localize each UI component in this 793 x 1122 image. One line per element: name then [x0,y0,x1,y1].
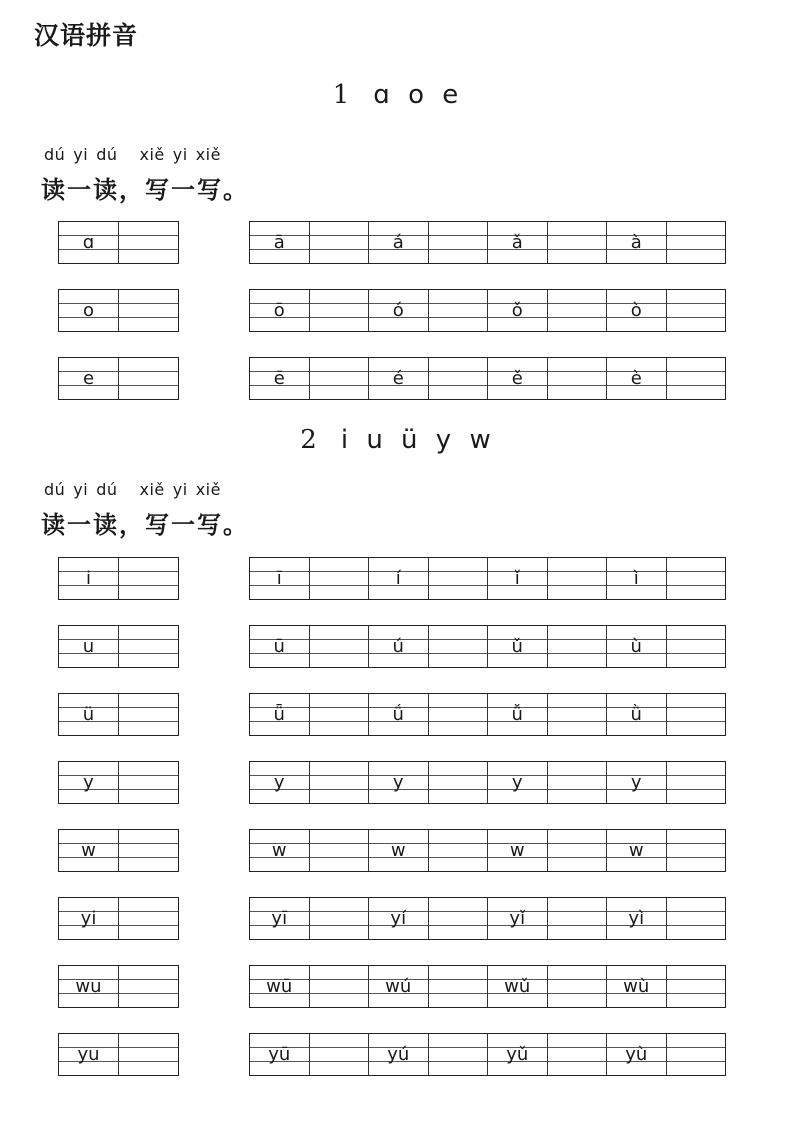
tone-grid [249,557,726,600]
model-cell [488,762,548,803]
base-letter: i [85,568,91,589]
writing-cell[interactable] [548,626,608,667]
model-cell [488,966,548,1007]
practice-row [0,829,793,874]
writing-cell[interactable] [119,966,178,1007]
guide-syllable: yi [73,480,89,499]
tone-letter: yì [628,908,645,929]
model-cell [250,358,310,399]
model-cell [369,830,429,871]
model-cell [369,1034,429,1075]
tone-letter: yú [387,1044,410,1065]
model-cell [607,558,667,599]
writing-cell[interactable] [667,1034,726,1075]
tone-letter: à [630,232,642,253]
section-letters: ɑ o e [373,80,461,110]
tone-letter: w [509,840,525,861]
model-cell [488,898,548,939]
tone-letter: yí [390,908,407,929]
model-cell [607,1034,667,1075]
tone-grid [249,357,726,400]
base-letter: u [82,636,95,657]
model-cell [607,626,667,667]
model-cell [369,898,429,939]
base-letter: ɑ [82,232,95,253]
base-letter-grid [58,221,179,264]
section-1-pinyin-guide [44,145,229,164]
model-cell [59,358,119,399]
writing-cell[interactable] [548,830,608,871]
tone-letter: ù [630,636,642,657]
writing-cell[interactable] [119,358,178,399]
writing-cell[interactable] [429,694,489,735]
writing-cell[interactable] [667,222,726,263]
writing-cell[interactable] [548,966,608,1007]
tone-letter: wú [385,976,412,997]
tone-grid [249,1033,726,1076]
tone-letter: ì [633,568,639,589]
base-letter: w [81,840,96,861]
tone-letter: è [630,368,642,389]
writing-cell[interactable] [119,762,178,803]
base-letter-grid [58,289,179,332]
section-1-instruction: 读一读，写一写。 [41,176,249,204]
model-cell [369,966,429,1007]
writing-cell[interactable] [310,830,370,871]
tone-letter: ǘ [392,704,404,725]
tone-letter: ǚ [511,704,523,725]
model-cell [250,222,310,263]
writing-cell[interactable] [310,222,370,263]
tone-letter: ā [273,232,285,253]
model-cell [59,558,119,599]
practice-row [0,761,793,806]
guide-syllable: xiě [139,145,165,164]
writing-cell[interactable] [548,290,608,331]
tone-letter: ǔ [511,636,523,657]
tone-letter: yū [268,1044,291,1065]
writing-cell[interactable] [310,966,370,1007]
tone-letter: ú [392,636,404,657]
writing-cell[interactable] [667,358,726,399]
tone-letter: ě [511,368,523,389]
writing-cell[interactable] [429,830,489,871]
base-letter-grid [58,897,179,940]
tone-letter: ǖ [273,704,285,725]
base-letter: y [83,772,94,793]
writing-cell[interactable] [310,358,370,399]
writing-cell[interactable] [119,830,178,871]
writing-cell[interactable] [667,762,726,803]
model-cell [488,626,548,667]
section-2-heading [0,425,793,455]
tone-letter: ǒ [511,300,523,321]
model-cell [369,222,429,263]
model-cell [369,290,429,331]
guide-syllable: yi [172,145,188,164]
model-cell [369,694,429,735]
model-cell [59,290,119,331]
tone-letter: y [511,772,523,793]
base-letter: wu [75,976,102,997]
tone-grid [249,289,726,332]
base-letter-grid [58,625,179,668]
practice-row [0,625,793,670]
writing-cell[interactable] [119,626,178,667]
writing-cell[interactable] [429,762,489,803]
writing-cell[interactable] [667,694,726,735]
base-letter-grid [58,693,179,736]
guide-syllable: dú [96,145,118,164]
practice-row [0,897,793,942]
writing-cell[interactable] [667,830,726,871]
writing-cell[interactable] [667,898,726,939]
base-letter: e [82,368,95,389]
tone-letter: ē [273,368,285,389]
base-letter-grid [58,1033,179,1076]
model-cell [59,694,119,735]
tone-grid [249,965,726,1008]
model-cell [488,290,548,331]
writing-cell[interactable] [429,222,489,263]
base-letter-grid [58,761,179,804]
model-cell [59,898,119,939]
section-number: 1 [332,80,352,110]
tone-letter: y [630,772,642,793]
tone-letter: yī [271,908,288,929]
model-cell [607,358,667,399]
base-letter-grid [58,357,179,400]
model-cell [488,694,548,735]
guide-syllable: yi [172,480,188,499]
tone-letter: yǔ [506,1044,529,1065]
model-cell [607,898,667,939]
tone-letter: y [392,772,404,793]
guide-syllable: dú [44,480,66,499]
writing-cell[interactable] [548,694,608,735]
model-cell [250,694,310,735]
writing-cell[interactable] [310,898,370,939]
section-letters: i u ü y w [340,425,493,455]
practice-row [0,693,793,738]
tone-letter: é [392,368,404,389]
writing-cell[interactable] [119,694,178,735]
practice-row [0,357,793,402]
model-cell [488,222,548,263]
model-cell [250,898,310,939]
model-cell [607,762,667,803]
writing-cell[interactable] [548,1034,608,1075]
writing-cell[interactable] [119,290,178,331]
model-cell [250,1034,310,1075]
writing-cell[interactable] [310,1034,370,1075]
practice-row [0,221,793,266]
model-cell [607,694,667,735]
model-cell [607,222,667,263]
base-letter-grid [58,829,179,872]
base-letter: ü [82,704,95,725]
tone-letter: ǐ [514,568,520,589]
tone-letter: ǎ [511,232,523,253]
tone-letter: ó [392,300,404,321]
model-cell [250,626,310,667]
base-letter: yu [77,1044,100,1065]
writing-cell[interactable] [119,222,178,263]
writing-cell[interactable] [667,558,726,599]
section-2-instruction: 读一读，写一写。 [41,511,249,539]
writing-cell[interactable] [429,290,489,331]
practice-row [0,1033,793,1078]
model-cell [369,558,429,599]
section-1-heading [0,80,793,110]
model-cell [607,830,667,871]
section-2-pinyin-guide [44,480,229,499]
writing-cell[interactable] [548,762,608,803]
model-cell [59,966,119,1007]
tone-letter: wù [623,976,650,997]
writing-cell[interactable] [429,626,489,667]
tone-letter: ǜ [630,704,642,725]
guide-syllable: xiě [195,145,221,164]
writing-cell[interactable] [548,222,608,263]
tone-letter: á [392,232,404,253]
tone-grid [249,829,726,872]
model-cell [250,558,310,599]
guide-syllable: xiě [195,480,221,499]
tone-grid [249,221,726,264]
writing-cell[interactable] [548,558,608,599]
writing-cell[interactable] [310,626,370,667]
model-cell [250,830,310,871]
practice-row [0,965,793,1010]
tone-grid [249,761,726,804]
model-cell [250,290,310,331]
tone-letter: ī [276,568,282,589]
section-number: 2 [300,425,319,455]
model-cell [59,626,119,667]
model-cell [369,762,429,803]
writing-cell[interactable] [429,358,489,399]
writing-cell[interactable] [548,358,608,399]
tone-letter: y [273,772,285,793]
model-cell [59,830,119,871]
tone-letter: yù [625,1044,648,1065]
writing-cell[interactable] [119,1034,178,1075]
writing-cell[interactable] [548,898,608,939]
writing-cell[interactable] [429,898,489,939]
tone-letter: í [395,568,401,589]
model-cell [250,762,310,803]
model-cell [607,290,667,331]
tone-letter: yǐ [509,908,526,929]
writing-cell[interactable] [667,626,726,667]
base-letter-grid [58,965,179,1008]
tone-letter: wū [266,976,293,997]
base-letter: o [82,300,94,321]
writing-cell[interactable] [667,966,726,1007]
model-cell [369,626,429,667]
base-letter-grid [58,557,179,600]
tone-grid [249,625,726,668]
writing-cell[interactable] [667,290,726,331]
model-cell [250,966,310,1007]
tone-letter: w [271,840,287,861]
model-cell [59,1034,119,1075]
tone-letter: ū [273,636,285,657]
tone-letter: ō [273,300,285,321]
writing-cell[interactable] [310,290,370,331]
model-cell [488,830,548,871]
writing-cell[interactable] [310,694,370,735]
tone-letter: w [628,840,644,861]
writing-cell[interactable] [119,898,178,939]
tone-letter: w [390,840,406,861]
tone-grid [249,693,726,736]
guide-syllable: dú [96,480,118,499]
writing-cell[interactable] [310,558,370,599]
model-cell [59,762,119,803]
tone-letter: ò [630,300,642,321]
guide-syllable: yi [73,145,89,164]
writing-cell[interactable] [119,558,178,599]
writing-cell[interactable] [310,762,370,803]
model-cell [488,1034,548,1075]
tone-grid [249,897,726,940]
tone-letter: wǔ [504,976,531,997]
model-cell [369,358,429,399]
practice-row [0,557,793,602]
model-cell [488,558,548,599]
model-cell [59,222,119,263]
writing-cell[interactable] [429,1034,489,1075]
model-cell [488,358,548,399]
page-title: 汉语拼音 [34,21,139,50]
base-letter: yi [80,908,97,929]
guide-syllable: dú [44,145,66,164]
practice-row [0,289,793,334]
writing-cell[interactable] [429,966,489,1007]
writing-cell[interactable] [429,558,489,599]
guide-syllable: xiě [139,480,165,499]
model-cell [607,966,667,1007]
